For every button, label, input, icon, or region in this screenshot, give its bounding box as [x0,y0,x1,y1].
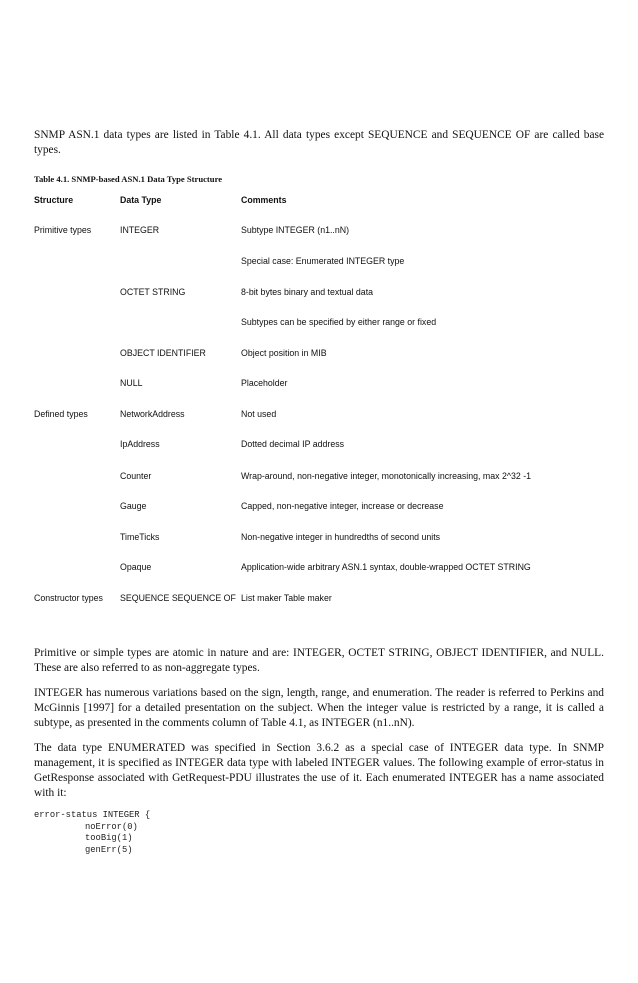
cell-comments: Not used [241,409,277,419]
cell-comments: Application-wide arbitrary ASN.1 syntax, double-wrapped OCTET STRING [241,562,531,572]
table-row [34,223,614,237]
code-line: tooBig(1) [85,833,133,843]
table-row [34,560,614,574]
cell-data-type: OCTET STRING [120,287,186,297]
body-paragraph: The data type ENUMERATED was specified in Section 3.6.2 as a special case of INTEGER data type. In SNMP management, it is specified as INTEGER data type with labeled INTEGER values. The following example of error-status in GetResponse associated with GetRequest-PDU illustrates the use of it. Each enumerated INTEGER has a name associated with it: [34,742,604,799]
header-data-type: Data Type [120,195,162,205]
code-line: genErr(5) [85,844,133,855]
cell-data-type: Counter [120,471,152,481]
cell-comments: Capped, non-negative integer, increase or decrease [241,501,444,511]
cell-data-type: INTEGER [120,225,160,235]
cell-comments: Subtype INTEGER (n1..nN) [241,225,350,235]
cell-data-type: SEQUENCE SEQUENCE OF [120,593,236,603]
cell-structure: Defined types [34,409,88,419]
table-row [34,376,614,390]
cell-data-type: Gauge [120,501,147,511]
cell-comments: Special case: Enumerated INTEGER type [241,256,405,266]
cell-data-type: OBJECT IDENTIFIER [120,348,206,358]
table-row [34,437,614,451]
header-comments: Comments [241,195,287,205]
table-row [34,254,614,268]
table-row [34,469,614,483]
table-header-row [34,193,614,207]
cell-comments: 8-bit bytes binary and textual data [241,287,374,297]
code-block [34,810,150,856]
cell-data-type: Opaque [120,562,152,572]
cell-comments: Wrap-around, non-negative integer, monotonically increasing, max 2^32 -1 [241,471,532,481]
cell-data-type: TimeTicks [120,532,160,542]
cell-comments: Subtypes can be specified by either range or fixed [241,317,437,327]
table-caption: Table 4.1. SNMP-based ASN.1 Data Type Structure [34,174,223,184]
table-row [34,285,614,299]
table-row [34,530,614,544]
cell-comments: Dotted decimal IP address [241,439,345,449]
table-row [34,346,614,360]
cell-data-type: NetworkAddress [120,409,185,419]
table-row [34,315,614,329]
cell-comments: Non-negative integer in hundredths of second units [241,532,441,542]
cell-data-type: IpAddress [120,439,160,449]
cell-comments: List maker Table maker [241,593,332,603]
body-paragraph: INTEGER has numerous variations based on the sign, length, range, and enumeration. The reader is referred to Perkins and McGinnis [1997] for a detailed presentation on the subject. When the integer value is restricted by a range, it is called a subtype, as presented in the comments column of Table 4.1, as INTEGER (n1..nN). [34,687,604,729]
cell-comments: Object position in MIB [241,348,327,358]
cell-data-type: NULL [120,378,143,388]
code-line: error-status INTEGER { [34,810,151,820]
table-row [34,591,614,605]
header-structure: Structure [34,195,74,205]
cell-structure: Constructor types [34,593,103,603]
body-paragraph: Primitive or simple types are atomic in nature and are: INTEGER, OCTET STRING, OBJECT IDENTIFIER, and NULL. These are also referred to as non-aggregate types. [34,647,604,674]
intro-paragraph: SNMP ASN.1 data types are listed in Table 4.1. All data types except SEQUENCE and SEQUENCE OF are called base types. [34,129,604,156]
table-row [34,499,614,513]
code-line: noError(0) [85,821,138,832]
cell-comments: Placeholder [241,378,288,388]
table-row [34,407,614,421]
cell-structure: Primitive types [34,225,92,235]
